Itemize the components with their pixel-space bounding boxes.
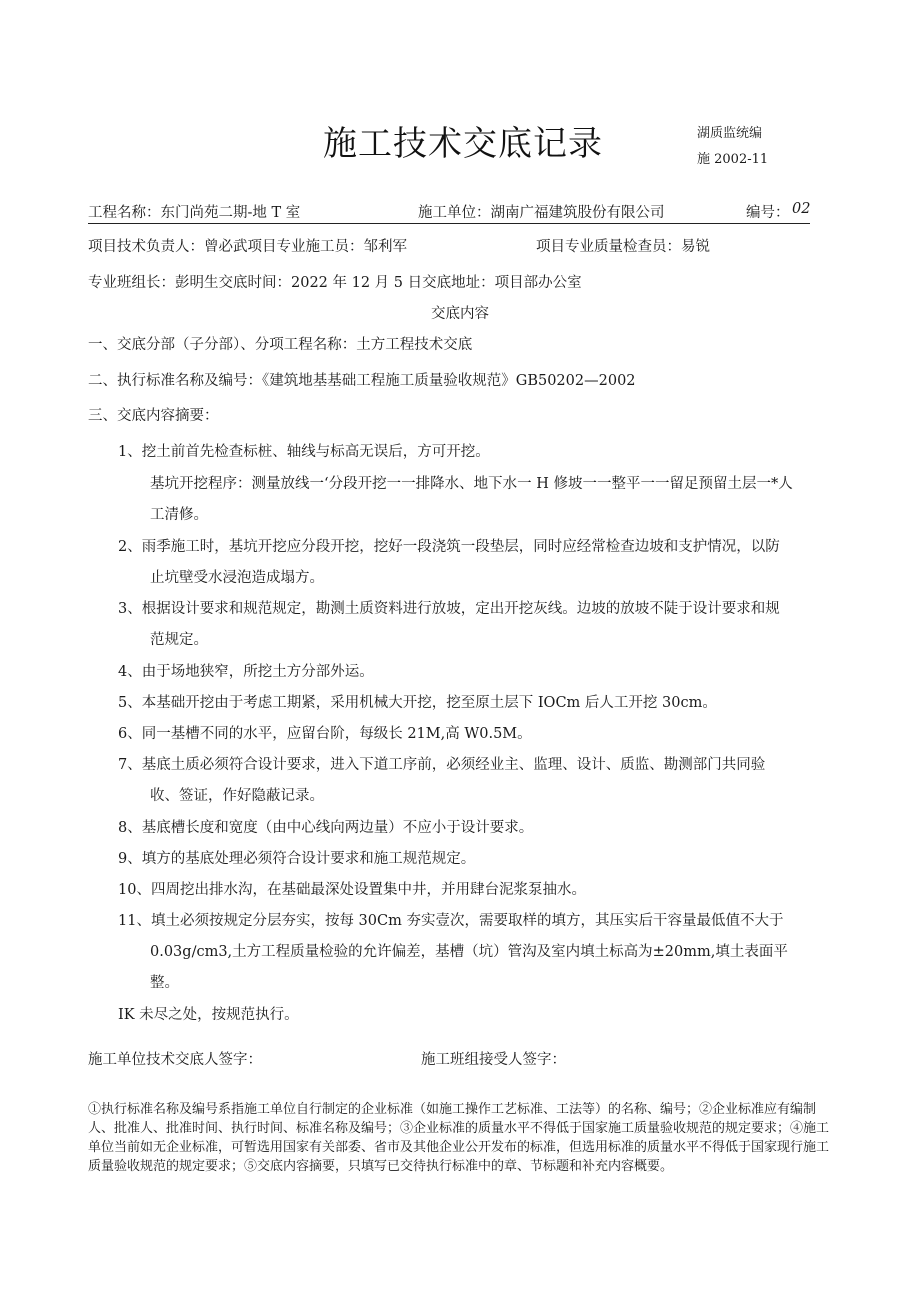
content-heading: 交底内容: [431, 306, 489, 322]
list-item: 2、雨季施工时，基坑开挖应分段开挖，挖好一段浇筑一段垫层，同时应经常检查边坡和支护情况，以防: [118, 539, 780, 555]
list-item: 整。: [150, 975, 179, 991]
list-item: 0.03g∕cm3,土方工程质量检验的允许偏差，基槽（坑）管沟及室内填土标高为±20mm,填土表面平: [150, 944, 788, 960]
construction-unit: 施工单位：湖南广福建筑股份有限公司: [418, 205, 665, 221]
number-label: 编号：: [746, 205, 790, 221]
list-item: 8、基底槽长度和宽度（由中心线向两边量）不应小于设计要求。: [118, 820, 534, 836]
footnote: ①执行标准名称及编号系指施工单位自行制定的企业标准（如施工操作工艺标准、工法等）的名称、编号；②企业标准应有编制人、批准人、批准时间、执行时间、标准名称及编号；③企业标准的质量水平不得低于国家施工质量验收规范的规定要求；④施工单位当前如无企业标准，可暂选用国家有关部委、省市及其他企业公开发布的标准，但选用标准的质量水平不得低于国家现行施工质量验收规范的规定要求；⑤交底内容摘要，只填写已交待执行标准中的章、节标题和补充内容概要。: [88, 1102, 830, 1174]
team-time-location-line: 专业班组长：彭明生交底时间：2022 年 12 月 5 日交底地址：项目部办公室: [88, 275, 582, 291]
section-1: 一、交底分部（子分部）、分项工程名称：土方工程技术交底: [88, 337, 473, 353]
project-name: 工程名称：东门尚苑二期-地 T 室: [88, 205, 301, 221]
list-item: 工清修。: [150, 507, 208, 523]
list-item: 3、根据设计要求和规范规定，勘测土质资料进行放坡，定出开挖灰线。边坡的放坡不陡于设计要求和规: [118, 601, 780, 617]
quality-inspector: 项目专业质量检查员：易锐: [536, 239, 710, 255]
tech-disclosure-signature: 施工单位技术交底人签字：: [88, 1052, 262, 1068]
list-item: 范规定。: [150, 632, 208, 648]
list-item: 7、基底土质必须符合设计要求，进入下道工序前，必须经业主、监理、设计、质监、勘测部门共同验: [118, 757, 766, 773]
list-item: 6、同一基槽不同的水平，应留台阶，每级长 21M,高 W0.5M。: [118, 726, 532, 742]
tech-lead-line: 项目技术负责人：曾必武项目专业施工员：邹利军: [88, 239, 407, 255]
number-value: 02: [792, 201, 811, 217]
section-3: 三、交底内容摘要：: [88, 408, 219, 424]
list-item: 止坑壁受水浸泡造成塌方。: [150, 570, 324, 586]
project-info-row: [88, 201, 810, 224]
section-2: 二、执行标准名称及编号：《建筑地基基础工程施工质量验收规范》GB50202—2002: [88, 373, 636, 389]
list-item: IK 未尽之处，按规范执行。: [118, 1007, 299, 1023]
list-item: 基坑开挖程序：测量放线一‘分段开挖一一排降水、地下水一 H 修坡一一整平一一留足预留土层一*人: [150, 476, 793, 492]
page-title: 施工技术交底记录: [323, 124, 603, 164]
list-item: 5、本基础开挖由于考虑工期紧，采用机械大开挖，挖至原土层下 IOCm 后人工开挖 30cm。: [118, 695, 717, 711]
list-item: 10、四周挖出排水沟，在基础最深处设置集中井，并用肆台泥浆泵抽水。: [118, 882, 586, 898]
team-receiver-signature: 施工班组接受人签字：: [421, 1052, 566, 1068]
list-item: 9、填方的基底处理必须符合设计要求和施工规范规定。: [118, 851, 476, 867]
list-item: 1、挖土前首先检查标桩、轴线与标高无误后，方可开挖。: [118, 444, 490, 460]
list-item: 4、由于场地狭窄，所挖土方分部外运。: [118, 664, 374, 680]
list-item: 11、填土必须按规定分层夯实，按每 30Cm 夯实壹次，需要取样的填方，其压实后干容量最低值不大于: [118, 913, 784, 929]
list-item: 收、签证，作好隐蔽记录。: [150, 788, 324, 804]
form-code-line2: 施 2002-11: [697, 152, 769, 167]
form-code-line1: 湖质监统编: [697, 126, 763, 141]
